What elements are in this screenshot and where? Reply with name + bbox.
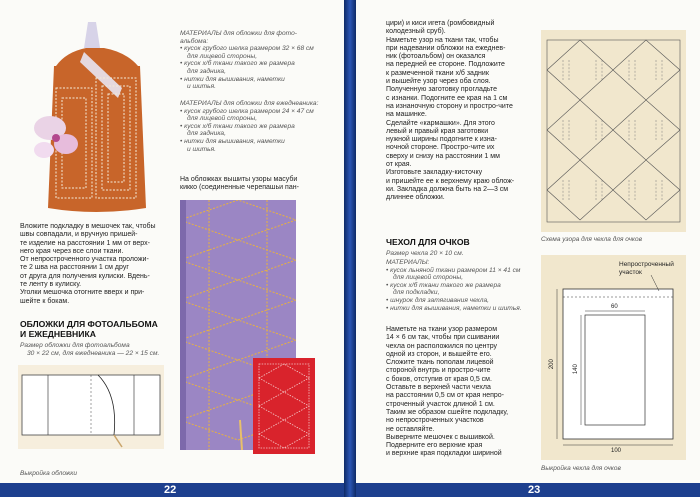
materials-diary — [180, 100, 342, 153]
text-line: и вышейте узор через оба слоя. — [386, 78, 491, 86]
bag-instructions — [20, 223, 180, 306]
cover-size — [20, 342, 180, 357]
text-line: него края через все слои ткани. — [20, 247, 124, 255]
text-line: чехла он расположился по центру — [386, 342, 498, 350]
heading-line: И ЕЖЕДНЕВНИКА — [20, 328, 96, 339]
text-line: и шитья. — [187, 145, 216, 153]
text-line: • кусок х/б ткани такого же размера — [180, 122, 295, 130]
text-line: • кусок льняной ткани размером 11 × 41 см — [386, 266, 521, 274]
text-line: от края. — [386, 161, 412, 169]
text-line: нужной ширины подогните к изна- — [386, 136, 497, 144]
dim-100: 100 — [611, 448, 622, 454]
dim-60: 60 — [611, 304, 618, 310]
case-pattern-drawing — [541, 255, 686, 460]
text-line: • шнурок для затягивания чехла, — [386, 296, 489, 304]
red-cover-photo — [253, 358, 315, 454]
text-line: для задника, — [187, 130, 226, 138]
text-line: Изготовьте закладку-кисточку — [386, 169, 483, 177]
text-line: колодезный сруб). — [386, 28, 446, 36]
cover-pattern-diagram — [18, 365, 164, 449]
dim-200: 200 — [548, 359, 555, 370]
section-heading — [20, 320, 180, 339]
text-line: • кусок х/б ткани такого же размера — [386, 281, 501, 289]
case-caption: Выкройка чехла для очков — [541, 465, 621, 472]
text-line: длиннее обложки. — [386, 194, 445, 202]
text-line: на расстоянии 0,5 см от края непро- — [386, 392, 505, 400]
text-line: МАТЕРИАЛЫ: — [386, 259, 430, 266]
note-text — [180, 176, 340, 193]
text-line: • нитки для вышивания, нaметки и шитья. — [386, 304, 522, 312]
text-line: Полученную заготовку прогладьте — [386, 86, 498, 94]
text-line: для лицевой стороны, — [393, 274, 464, 282]
text-line: но непростроченных участков — [386, 417, 484, 425]
text-line: ник (фотоальбом) он оказался — [386, 53, 486, 61]
text-line: Подверните его верхние края — [386, 442, 483, 450]
text-line: Выверните мешочек с вышивкой. — [386, 433, 495, 441]
text-line: • нитки для вышивания, нaметки — [180, 137, 285, 145]
text-line: от друга для получения кулиски. Вдень- — [20, 272, 150, 280]
text-line: те изделие на расстоянии 1 мм от верх- — [20, 239, 150, 247]
book-gutter — [344, 0, 356, 497]
glasses-case-diagram — [541, 255, 686, 460]
text-line: для подкладки, — [393, 289, 440, 297]
text-line: для задника, — [187, 67, 226, 75]
cover-pattern-drawing — [18, 365, 164, 449]
text-line: при надевании обложки на ежеднев- — [386, 44, 506, 52]
text-line: сверху и снизу на расстоянии 1 мм — [386, 152, 500, 160]
cover-instructions — [386, 20, 546, 203]
text-line: шейте к бокам. — [20, 297, 70, 305]
text-line: кикко (соединенные черепашьи пан- — [180, 184, 299, 192]
text-line: МАТЕРИАЛЫ для обложки для ежедневника: — [180, 100, 319, 107]
text-line: • кусок х/б ткани такого же размера — [180, 60, 295, 68]
text-line: Вложите подкладку в мешочек так, чтобы — [20, 223, 156, 230]
text-line: Наметьте узор на ткани так, чтобы — [386, 36, 499, 44]
unstitched-label: Непростроченный участок — [619, 261, 674, 276]
text-line: МАТЕРИАЛЫ для обложки для фото- — [180, 30, 297, 37]
text-line: те ленту в кулиску. — [20, 281, 82, 289]
case-instructions — [386, 326, 546, 459]
text-line: для лицевой стороны, — [187, 52, 258, 60]
text-line: и шитья. — [187, 83, 216, 91]
embroidery-pattern-diagram — [541, 30, 686, 232]
text-line: Таким же образом сшейте подкладку, — [386, 408, 509, 416]
text-line: одной из сторон, и вышейте его. — [386, 350, 492, 358]
text-line: • кусок грубого шелка размером 24 × 47 см — [180, 107, 314, 115]
page-number-right: 23 — [528, 484, 541, 496]
text-line: не оставляйте. — [386, 425, 435, 433]
text-line: Оставьте в верхней части чехла — [386, 384, 491, 392]
cover-caption: Выкройка обложки — [20, 470, 77, 477]
text-line: с боков, отступив от края 0,5 см. — [386, 375, 492, 383]
case-materials — [386, 259, 556, 312]
text-line: на изнаночную сторону и простро-чите — [386, 102, 513, 110]
text-line: альбома: — [180, 37, 209, 45]
text-line: с изнанки. Подогните ее края на 1 см — [386, 94, 508, 102]
case-heading: ЧЕХОЛ ДЛЯ ОЧКОВ — [386, 237, 470, 247]
text-line: и пришейте ее к верхнему краю облож- — [386, 177, 515, 185]
heading-line: ОБЛОЖКИ ДЛЯ ФОТОАЛЬБОМА — [20, 319, 158, 329]
pattern-drawing — [541, 30, 686, 232]
text-line: Уголки мешочка отогните вверх и при- — [20, 289, 145, 297]
text-line: левый и правый края заготовки — [386, 127, 489, 135]
text-line: цири) и киси игета (ромбовидный — [386, 20, 495, 27]
text-line: Сложите ткань пополам лицевой — [386, 359, 494, 367]
text-line: к размеченной ткани х/б задник — [386, 69, 489, 77]
page-number-left: 22 — [164, 484, 177, 496]
pattern-caption: Схема узора для чехла для очков — [541, 236, 643, 243]
case-size: Размер чехла 20 × 10 см. — [386, 250, 464, 257]
bag-photo — [26, 18, 156, 218]
text-line: швы совпадали, и вручную пришей- — [20, 231, 138, 239]
text-line: 14 × 6 см так, чтобы при сшивании — [386, 334, 500, 342]
text-line: и верхние края подкладки шириной — [386, 450, 502, 458]
text-line: На обложках вышиты узоры масуби — [180, 176, 298, 183]
text-line: на машинке. — [386, 111, 427, 119]
text-line: • нитки для вышивания, нaметки — [180, 75, 285, 83]
text-line: 30 × 22 см, для ежедневника — 22 × 15 см. — [27, 349, 160, 357]
text-line: на передней ее стороне. Подложите — [386, 61, 505, 69]
text-line: строченный участок длиной 1 см. — [386, 400, 495, 408]
text-line: те 2 шва на расстоянии 1 см друг — [20, 264, 129, 272]
dim-140: 140 — [572, 364, 579, 375]
text-line: • кусок грубого шелка размером 32 × 68 см — [180, 45, 314, 53]
text-line: От непростроченного участка проложи- — [20, 256, 149, 264]
left-page — [0, 0, 344, 497]
materials-photoalbum — [180, 30, 340, 91]
text-line: ки. Закладка должна быть на 2—3 см — [386, 185, 509, 193]
text-line: стороной внутрь и простро-чите — [386, 367, 491, 375]
text-line: ночной стороне. Простро-чите их — [386, 144, 495, 152]
text-line: Размер обложки для фотоальбома — [20, 342, 130, 349]
text-line: Сделайте «кармашки». Для этого — [386, 119, 495, 127]
text-line: Наметьте на ткани узор размером — [386, 326, 498, 333]
text-line: для лицевой стороны, — [187, 115, 258, 123]
